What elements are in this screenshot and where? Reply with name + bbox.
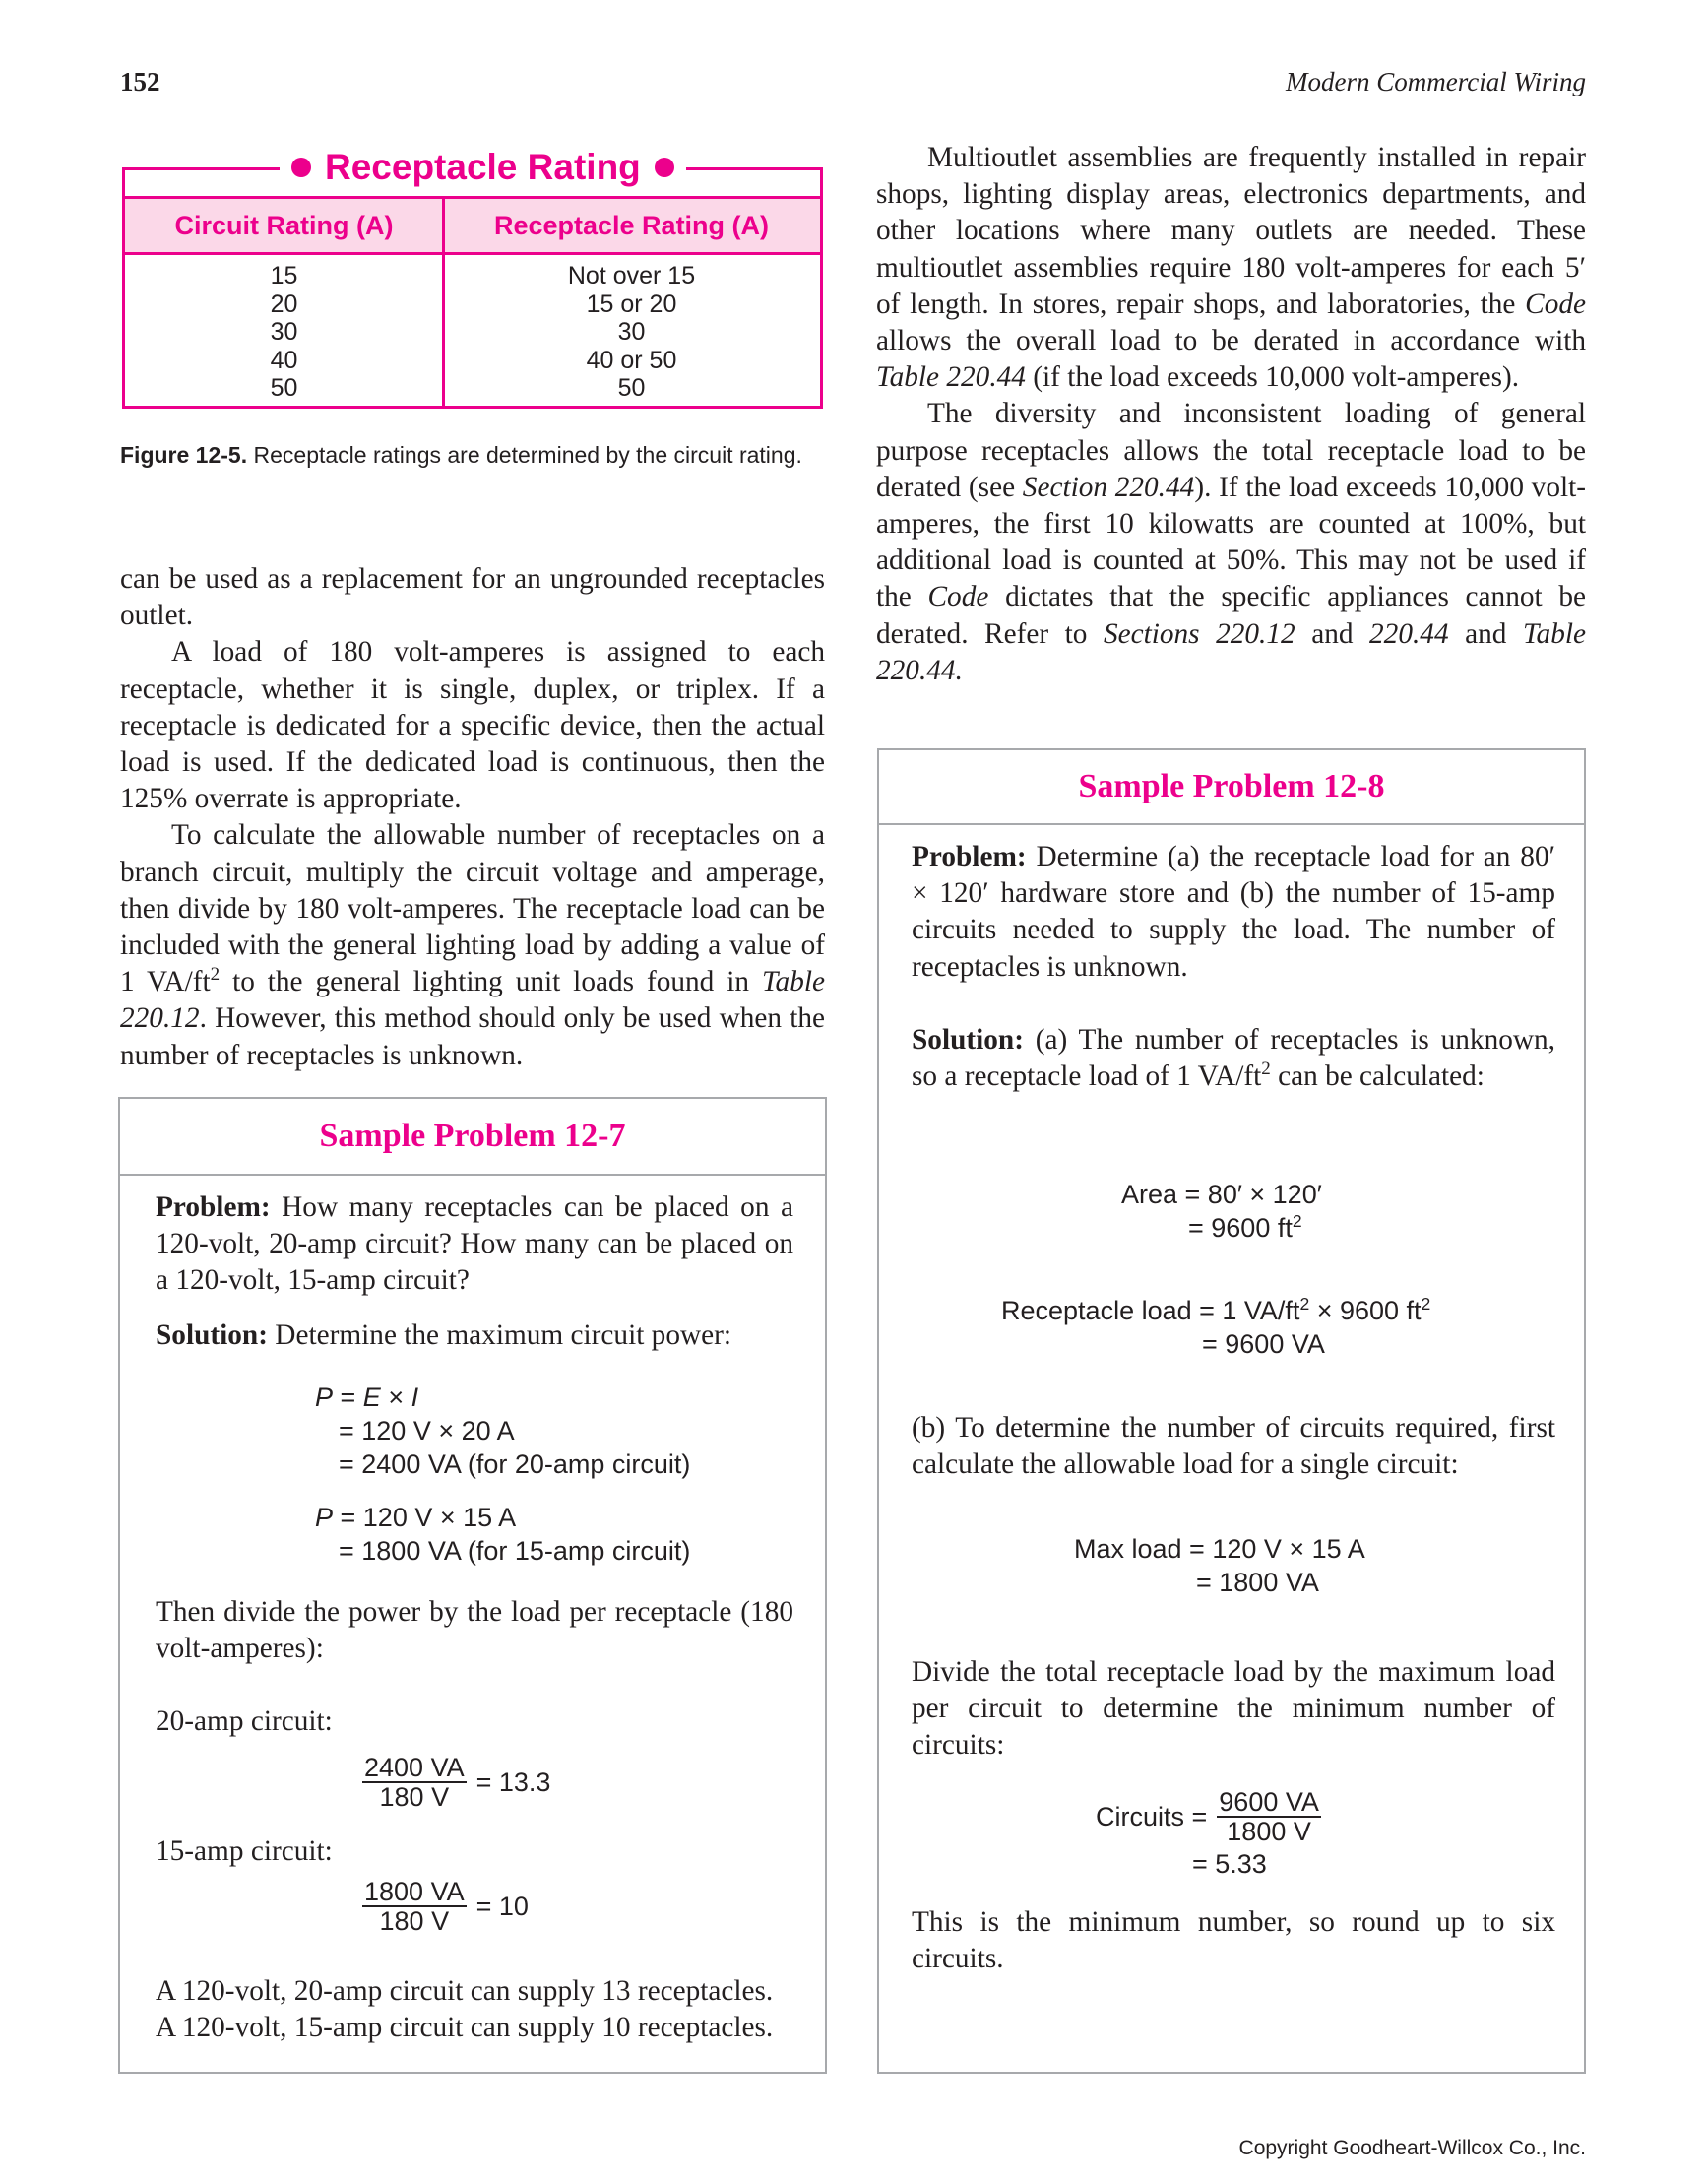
bullet-dot-icon — [655, 158, 674, 177]
figure-caption — [120, 440, 822, 470]
circuit-rating-column — [125, 262, 443, 403]
fraction-15-amp: $\frac{1800 VA}{180 V}$ = 10 — [364, 1877, 529, 1936]
copyright-notice: Copyright Goodheart-Willcox Co., Inc. — [1238, 2137, 1586, 2159]
power-equation-15a: P = 120 V × 15 A = 1800 VA (for 15-amp circuit) — [315, 1503, 691, 1566]
receptacle-table-title: Receptacle Rating — [325, 147, 641, 187]
table-cell: 40 — [270, 346, 298, 374]
table-cell: 40 or 50 — [586, 346, 677, 374]
figure-caption-text: Receptacle ratings are determined by the circuit rating. — [247, 442, 802, 468]
divide-text: Divide the total receptacle load by the maximum load per circuit to determine the minimum number of circuits: — [912, 1656, 1555, 1762]
page-number: 152 — [120, 67, 160, 96]
receptacle-rating-table — [122, 196, 823, 409]
table-cell: 50 — [617, 374, 646, 402]
final-text: This is the minimum number, so round up to six circuits. — [912, 1906, 1555, 1975]
table-cell: Not over 15 — [567, 262, 696, 289]
sample-problem-12-8-box — [877, 748, 1586, 2074]
table-cell: 20 — [270, 289, 298, 318]
table-cell: 50 — [270, 374, 298, 402]
solution-statement: Solution: Determine the maximum circuit power: — [156, 1318, 732, 1351]
column-header-circuit-rating: Circuit Rating (A) — [174, 210, 394, 240]
area-equation: Area = 80′ × 120′ = 9600 $ft^2$ — [1121, 1180, 1322, 1243]
paragraph: The diversity and inconsistent loading of general purpose receptacles allows the total receptacle load to be derated (see Section 220.44). If the load exceeds 10,000 volt-amperes, the first 10 kilowatts are counted at 100%, but additional load is counted at 50%. This may not be used if the Code dictates that the specific appliances cannot be derated. Refer to Sections 220.12 and 220.44 and Table 220.44. — [876, 398, 1587, 686]
running-head: Modern Commercial Wiring — [1286, 67, 1586, 96]
paragraph: To calculate the allowable number of receptacles on a branch circuit, multiply the circuit voltage and amperage, then divide by 180 volt-amperes. The receptacle load can be included with the general lighting load by adding a value of 1 $VA/ft^2$ to the general lighting unit loads found in Table 220.12. However, this method should only be used when the number of receptacles is unknown. — [120, 819, 825, 1071]
table-cell: 30 — [270, 318, 298, 346]
receptacle-load-equation: Receptacle load = 1 $VA/ft^2 \times 9600$ $ft^2$ = 9600 VA — [1001, 1294, 1431, 1359]
bullet-dot-icon — [291, 158, 311, 177]
table-cell: 30 — [617, 318, 646, 346]
problem-statement: Problem: How many receptacles can be placed on a 120-volt, 20-amp circuit? How many can be placed on a 120-volt, 15-amp circuit? — [156, 1191, 793, 1297]
receptacle-rating-column — [443, 262, 820, 403]
right-column-text — [876, 140, 1586, 689]
table-header-row — [125, 199, 820, 255]
column-header-receptacle-rating: Receptacle Rating (A) — [493, 210, 770, 240]
left-column-text — [120, 561, 825, 1074]
paragraph: Multioutlet assemblies are frequently installed in repair shops, lighting display areas, electronics departments, and other locations where many outlets are needed. These multioutlet assemblies require 180 volt-amperes for each 5′ of length. In stores, repair shops, and laboratories, the Code allows the overall load to be derated in accordance with Table 220.44 (if the load exceeds 10,000 volt-amperes). — [876, 142, 1586, 394]
conclusion: A 120-volt, 20-amp circuit can supply 13 receptacles. A 120-volt, 15-amp circuit can supply 10 receptacles. — [156, 1975, 774, 2044]
paragraph: can be used as a replacement for an ungrounded receptacles outlet. — [120, 563, 825, 632]
solution-statement: Solution: (a) The number of receptacles is unknown, so a receptacle load of 1 $VA/ft^2$ can be calculated: — [912, 1023, 1555, 1093]
label-15-amp: 15-amp circuit: — [156, 1835, 333, 1867]
figure-label: Figure 12-5. — [120, 442, 248, 468]
label-20-amp: 20-amp circuit: — [156, 1705, 333, 1737]
power-equation-20a: P = E × I = 120 V × 20 A = 2400 VA (for 20-amp circuit) — [315, 1382, 691, 1479]
sample-problem-title: Sample Problem 12-7 — [120, 1099, 825, 1176]
circuits-equation: Circuits = $\frac{9600 VA}{1800 V}$ = 5.33 — [1096, 1787, 1319, 1879]
receptacle-table-title-bar — [122, 138, 823, 197]
table-cell: 15 or 20 — [586, 289, 677, 318]
max-load-equation: Max load = 120 V × 15 A = 1800 VA — [1074, 1534, 1365, 1597]
problem-statement: Problem: Determine (a) the receptacle load for an 80′ × 120′ hardware store and (b) the number of 15-amp circuits needed to supply the load. The number of receptacles is unknown. — [912, 841, 1555, 983]
sample-problem-title: Sample Problem 12-8 — [879, 750, 1584, 825]
table-cell: 15 — [270, 262, 298, 289]
sample-problem-12-7-box — [118, 1097, 827, 2074]
part-b-text: (b) To determine the number of circuits required, first calculate the allowable load for a single circuit: — [912, 1412, 1555, 1481]
fraction-20-amp: $\frac{2400 VA}{180 V}$ = 13.3 — [364, 1753, 551, 1812]
paragraph: A load of 180 volt-amperes is assigned to each receptacle, whether it is single, duplex, or triplex. If a receptacle is dedicated for a specific device, then the actual load is used. If the dedicated load is continuous, then the 125% overrate is appropriate. — [120, 636, 825, 815]
then-divide-text: Then divide the power by the load per receptacle (180 volt-amperes): — [156, 1596, 793, 1665]
